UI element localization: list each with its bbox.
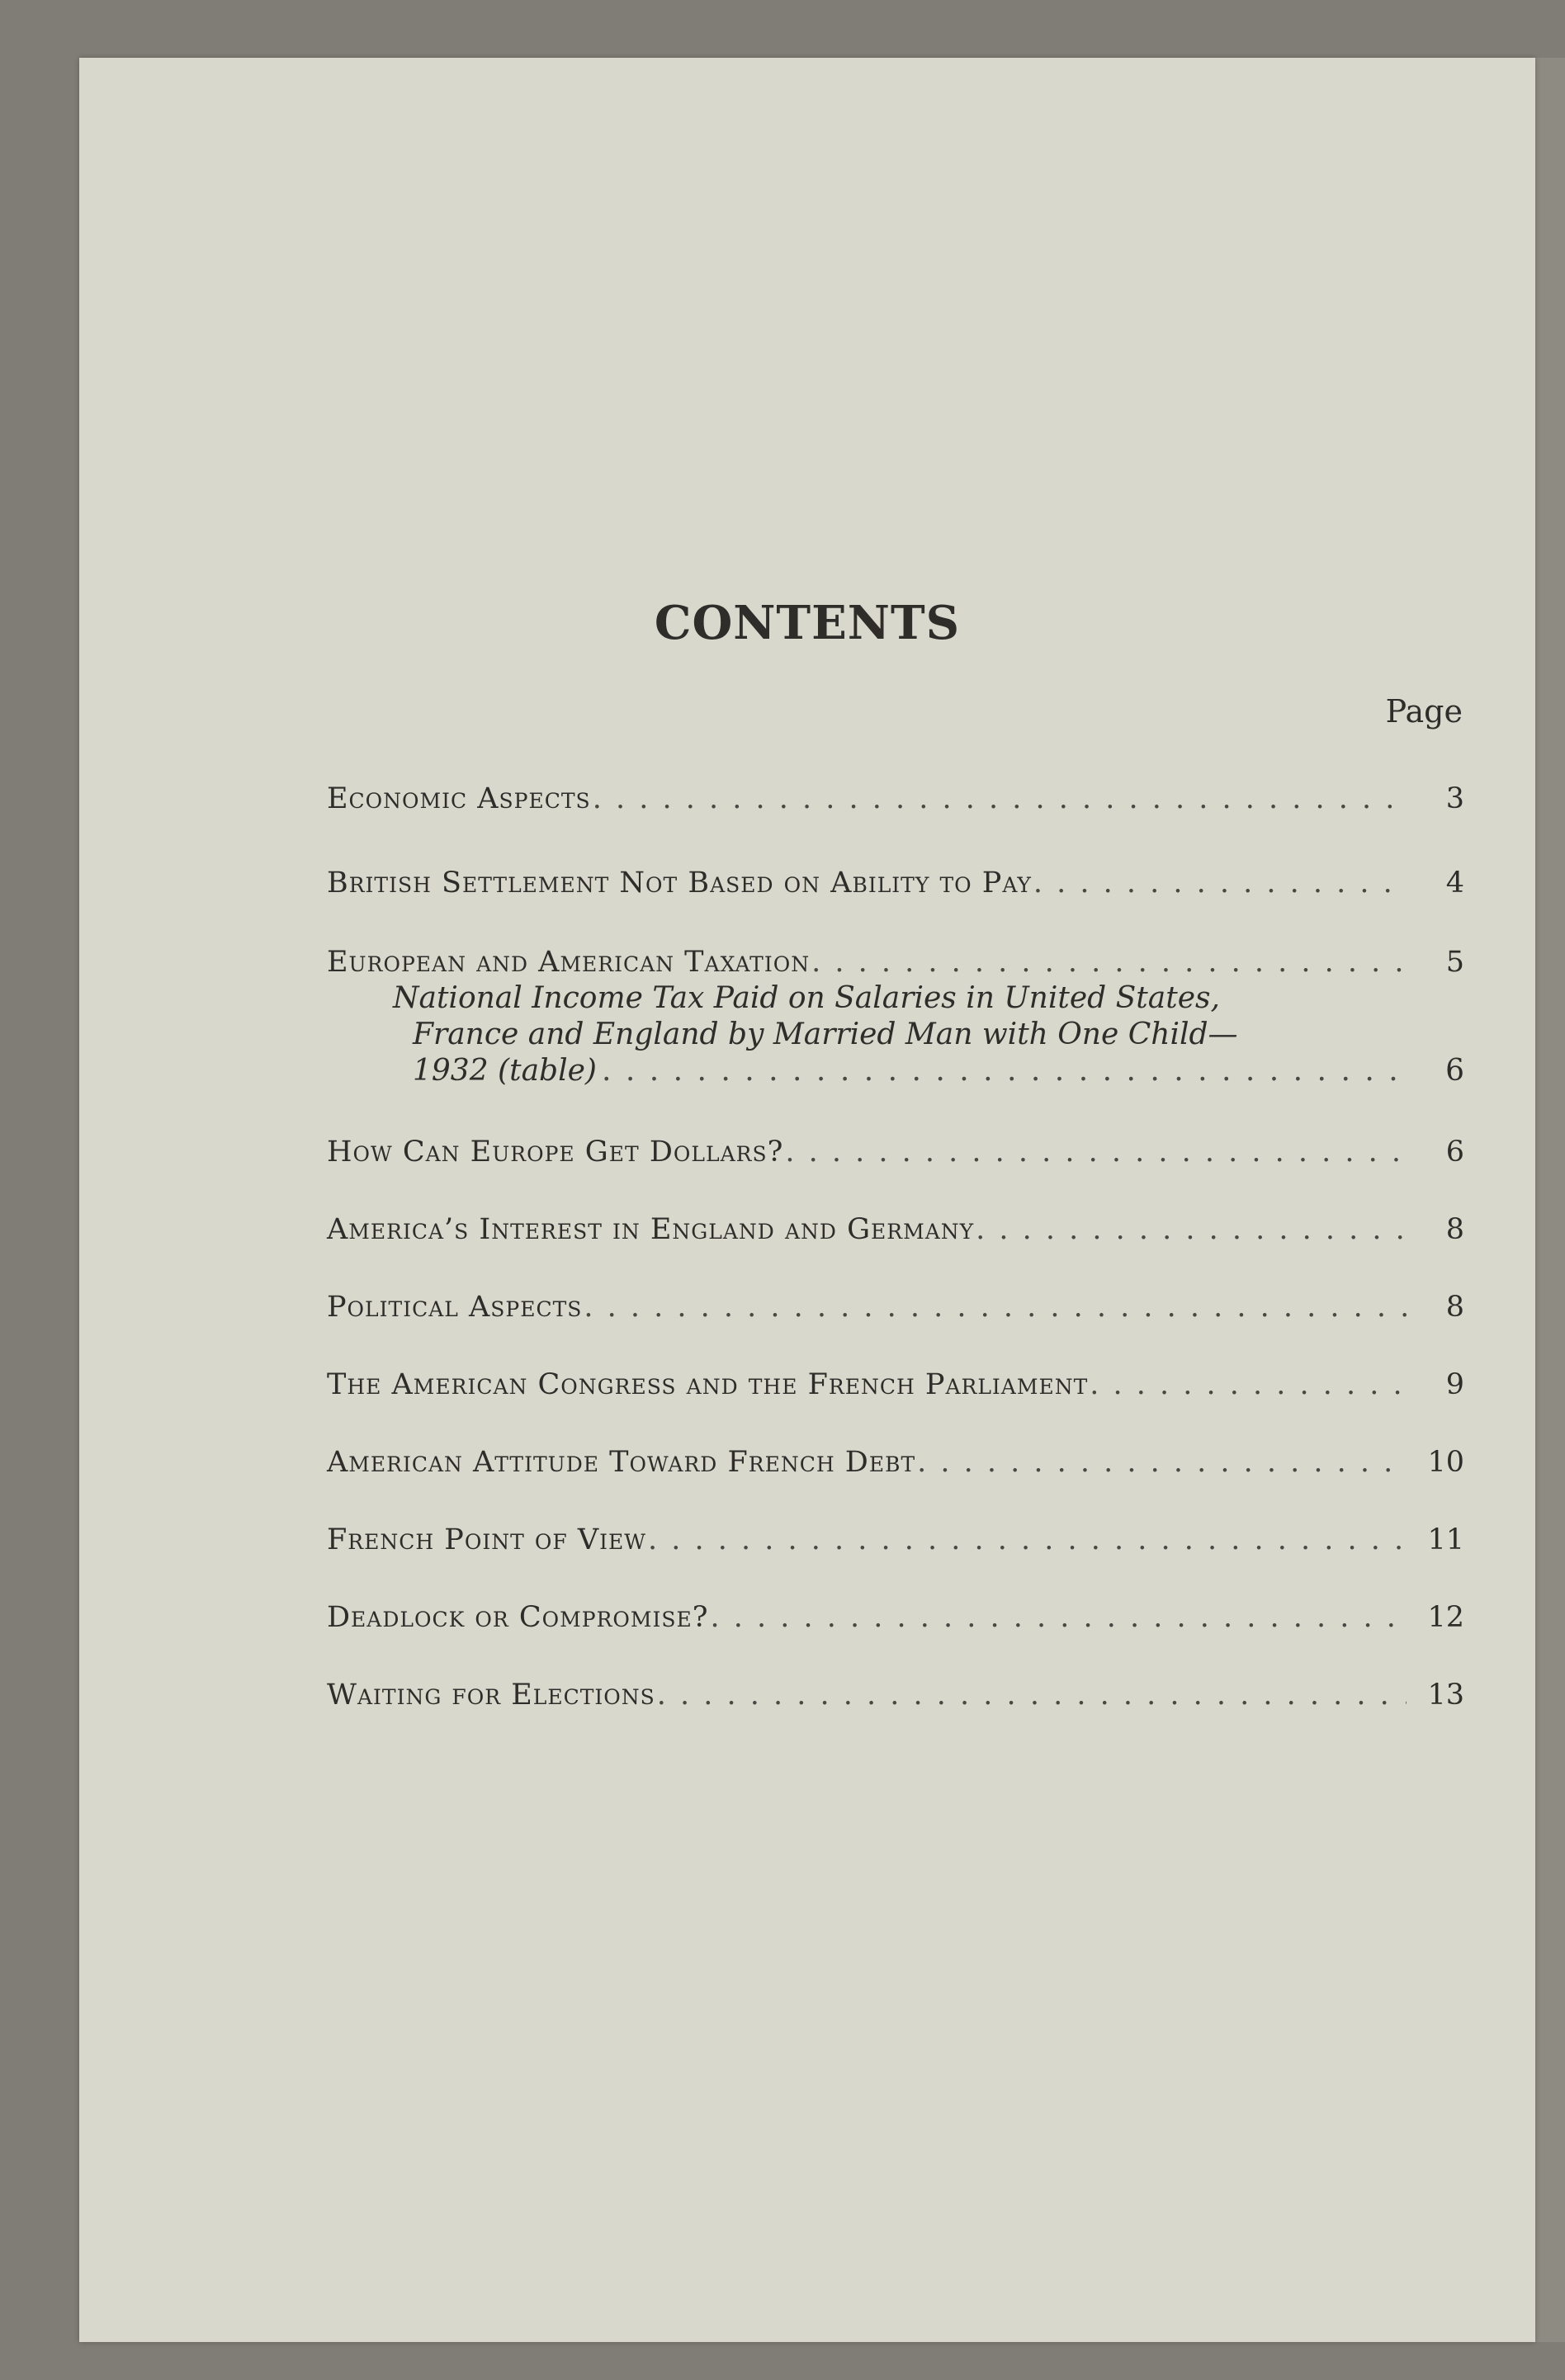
toc-entry-page: 10 bbox=[1427, 1446, 1464, 1479]
toc-entry-page: 5 bbox=[1445, 946, 1464, 979]
toc-entry[interactable] bbox=[327, 1197, 1464, 1246]
page-column-label: Page bbox=[1385, 693, 1463, 730]
toc-entry[interactable] bbox=[327, 1507, 1464, 1556]
document-page bbox=[79, 58, 1535, 2342]
toc-entry[interactable] bbox=[327, 1274, 1464, 1324]
dot-leader bbox=[810, 946, 1407, 979]
sub-entry-line: France and England by Married Man with One Child— bbox=[413, 1018, 1238, 1051]
toc-entry[interactable] bbox=[327, 1429, 1464, 1479]
toc-entry[interactable] bbox=[327, 1662, 1464, 1712]
page-edge-strip bbox=[1535, 58, 1565, 2342]
toc-entry-page: 12 bbox=[1427, 1601, 1464, 1634]
toc-entry[interactable] bbox=[327, 929, 1464, 979]
toc-entry-label: Political Aspects bbox=[327, 1291, 583, 1324]
toc-entry-label: Waiting for Elections bbox=[327, 1679, 655, 1712]
toc-entry-page: 3 bbox=[1445, 782, 1464, 815]
toc-entry-page: 13 bbox=[1427, 1679, 1464, 1712]
toc-entry-label: French Point of View bbox=[327, 1523, 646, 1556]
toc-entry-label: How Can Europe Get Dollars? bbox=[327, 1136, 784, 1169]
sub-entry-line: 1932 (table) bbox=[413, 1054, 597, 1088]
dot-leader bbox=[1032, 867, 1407, 900]
sub-entry-line: National Income Tax Paid on Salaries in United States, bbox=[393, 981, 1220, 1015]
toc-entry-label: America’s Interest in England and Germany bbox=[327, 1213, 975, 1246]
toc-entry[interactable] bbox=[327, 766, 1464, 815]
toc-entry-label: Deadlock or Compromise? bbox=[327, 1601, 709, 1634]
toc-entry-page: 11 bbox=[1427, 1523, 1464, 1556]
dot-leader bbox=[597, 1053, 1407, 1089]
toc-entry-page: 4 bbox=[1445, 867, 1464, 900]
toc-entry-label: Economic Aspects bbox=[327, 782, 591, 815]
toc-entry[interactable] bbox=[327, 1584, 1464, 1634]
toc-entry-label: British Settlement Not Based on Ability to Pay bbox=[327, 867, 1032, 900]
toc-entry[interactable] bbox=[327, 1352, 1464, 1401]
dot-leader bbox=[646, 1523, 1407, 1556]
toc-entry[interactable] bbox=[327, 850, 1464, 900]
toc-entry-page: 6 bbox=[1445, 1136, 1464, 1169]
dot-leader bbox=[655, 1679, 1407, 1712]
dot-leader bbox=[582, 1291, 1407, 1324]
dot-leader bbox=[709, 1601, 1407, 1634]
page-title: CONTENTS bbox=[654, 596, 961, 650]
sub-entry-page: 6 bbox=[1445, 1054, 1464, 1088]
toc-sub-entry[interactable] bbox=[393, 980, 1464, 1089]
toc-entry[interactable] bbox=[327, 1119, 1464, 1169]
toc-entry-label: The American Congress and the French Parliament bbox=[327, 1368, 1089, 1401]
toc-entry-page: 8 bbox=[1445, 1213, 1464, 1246]
dot-leader bbox=[591, 782, 1407, 815]
sub-entry-last-line bbox=[393, 1053, 1464, 1089]
dot-leader bbox=[783, 1136, 1407, 1169]
dot-leader bbox=[974, 1213, 1407, 1246]
toc-entry-page: 9 bbox=[1445, 1368, 1464, 1401]
toc-entry-label: American Attitude Toward French Debt bbox=[327, 1446, 916, 1479]
toc-entry-page: 8 bbox=[1445, 1291, 1464, 1324]
dot-leader bbox=[915, 1446, 1407, 1479]
toc-entry-label: European and American Taxation bbox=[327, 946, 811, 979]
dot-leader bbox=[1088, 1368, 1407, 1401]
